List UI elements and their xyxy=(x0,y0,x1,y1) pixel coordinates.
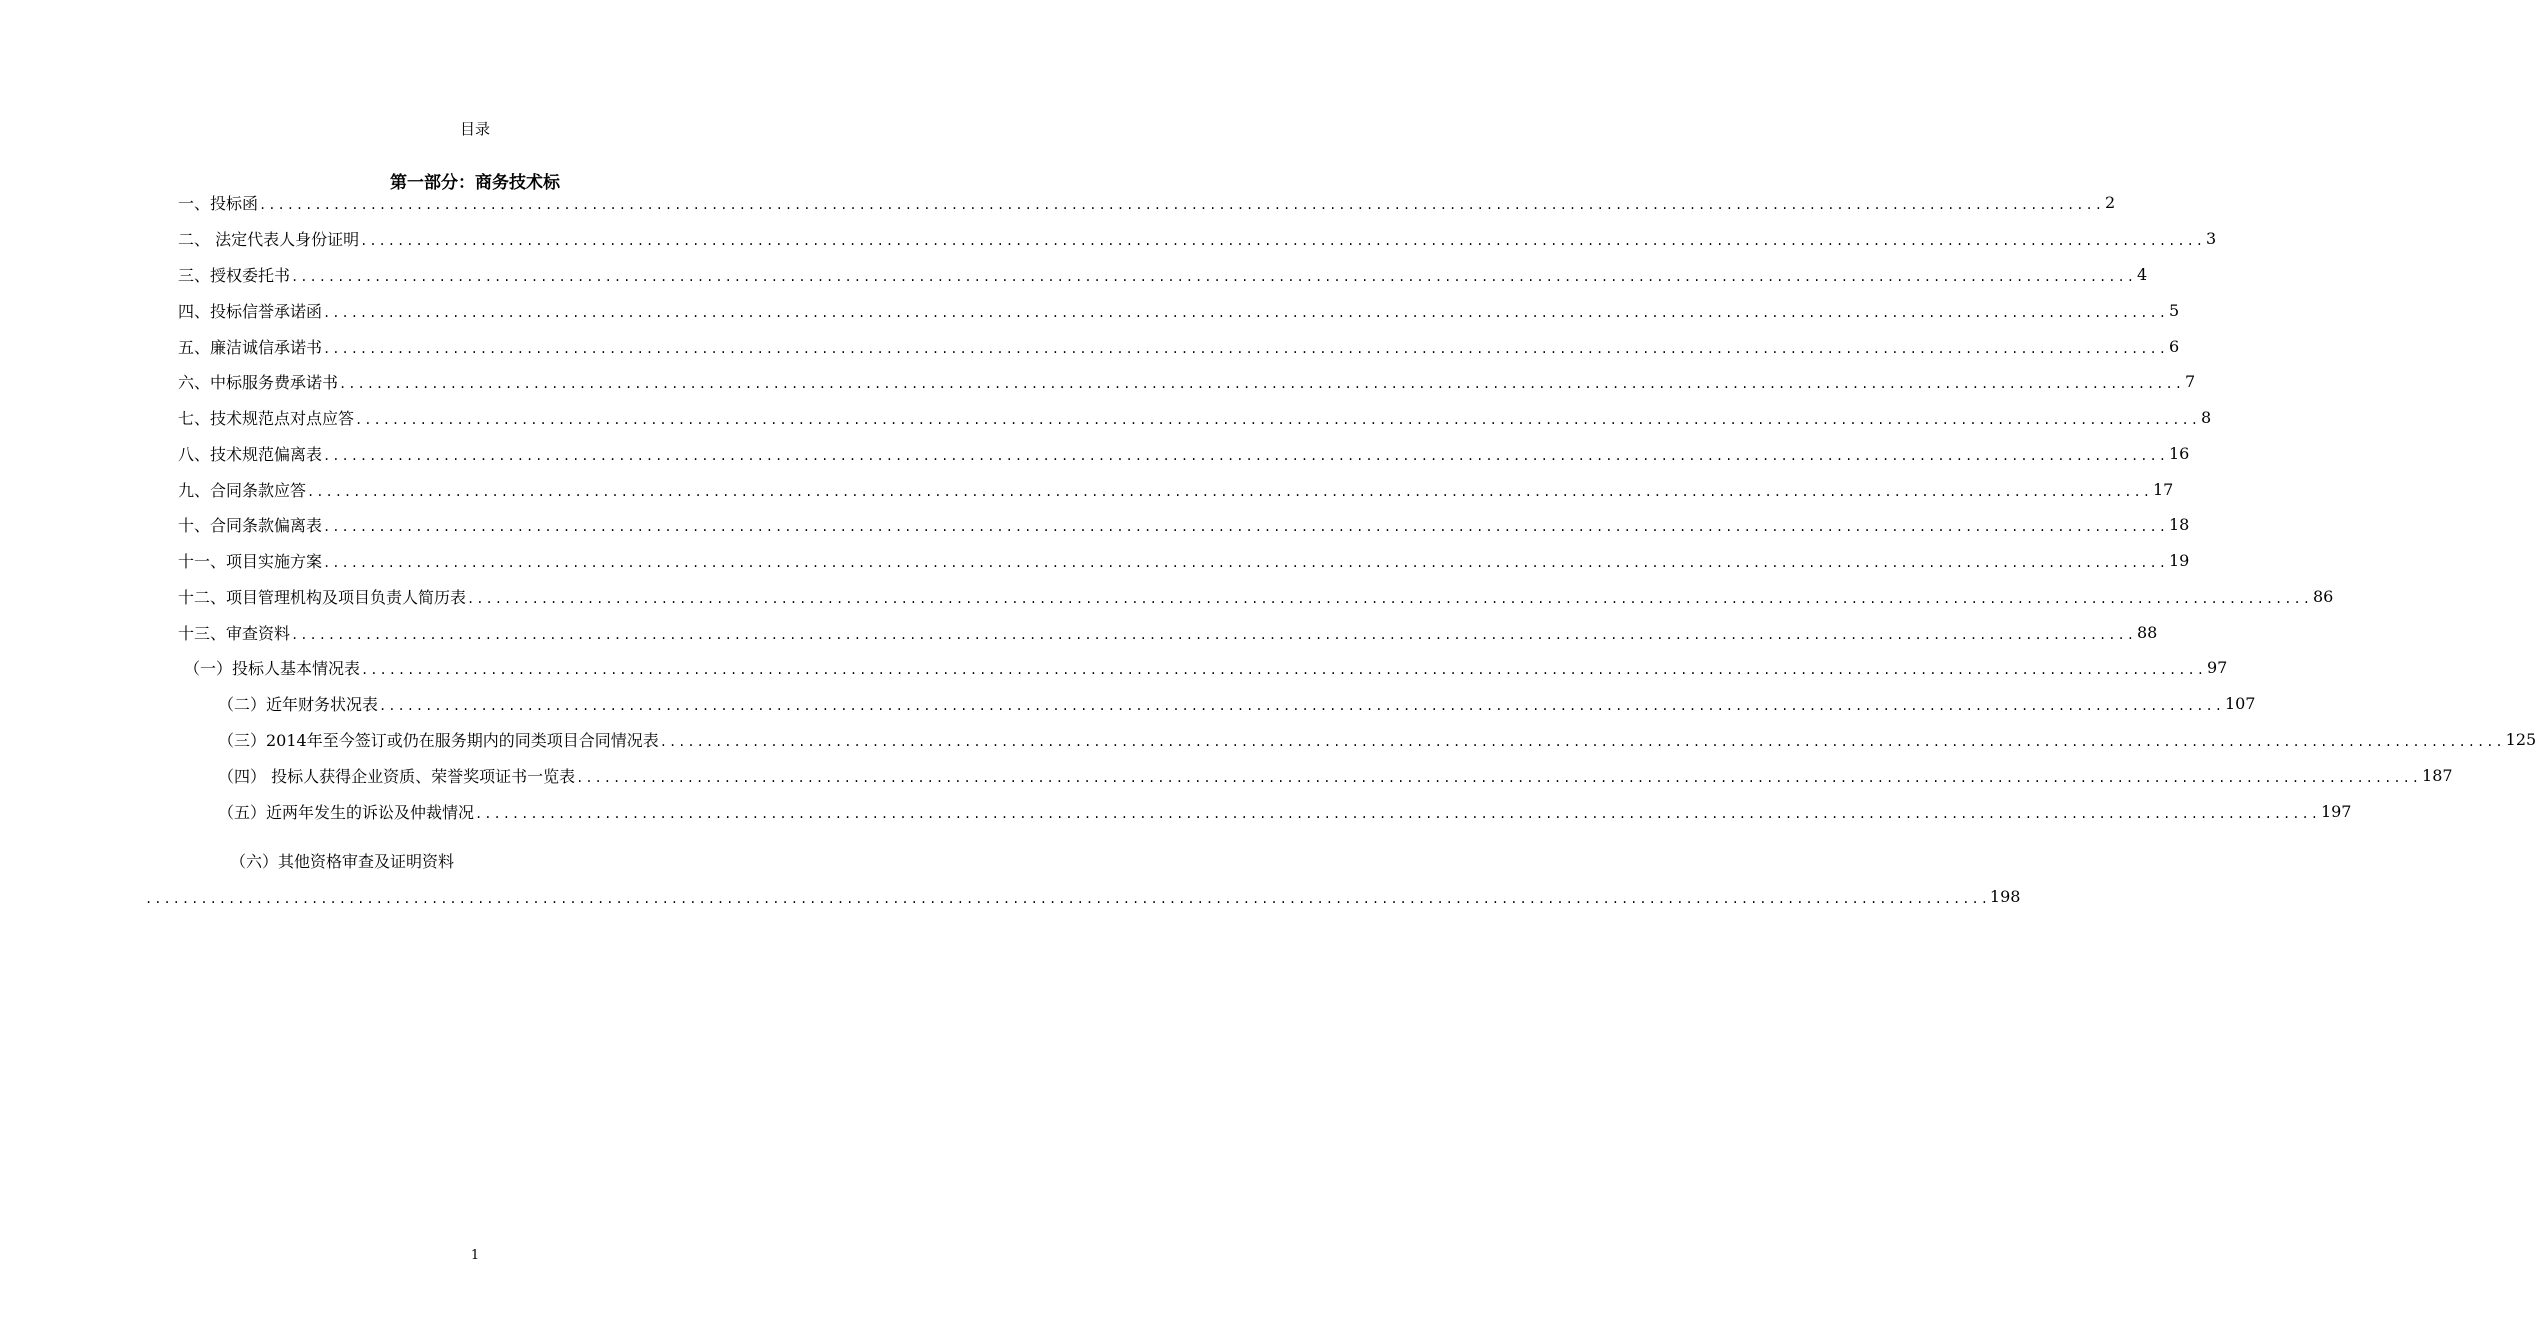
page-number-footer: 1 xyxy=(470,1248,480,1263)
toc-leader-dots: ........................................................................................................................................................................................................ xyxy=(145,892,1990,906)
toc-page-number: 7 xyxy=(2184,371,2196,391)
toc-page-number: 6 xyxy=(2168,336,2180,356)
toc-page-number: 197 xyxy=(2320,801,2352,821)
toc-entry[interactable] xyxy=(184,653,2228,681)
toc-leader-dots: ........................................................................................................................................................................................................ xyxy=(323,556,2168,570)
toc-page-number: 107 xyxy=(2224,693,2256,713)
toc-leader-dots: ........................................................................................................................................................................................................ xyxy=(291,628,2136,642)
toc-entry-label: 十二、项目管理机构及项目负责人简历表 xyxy=(178,587,467,607)
toc-entry-label: （四） 投标人获得企业资质、荣誉奖项证书一览表 xyxy=(218,766,576,786)
toc-page-number: 125 xyxy=(2505,729,2536,749)
toc-entry[interactable] xyxy=(178,367,2196,395)
toc-page-number: 16 xyxy=(2168,443,2190,463)
toc-entry[interactable] xyxy=(178,224,2217,252)
toc-leader-dots: ........................................................................................................................................................................................................ xyxy=(339,377,2184,391)
toc-entry-label: （二）近年财务状况表 xyxy=(218,694,379,714)
toc-entry[interactable] xyxy=(178,332,2180,360)
toc-entry-label: 八、技术规范偏离表 xyxy=(178,444,323,464)
toc-leader-dots: ........................................................................................................................................................................................................ xyxy=(467,592,2312,606)
toc-entry-label: 六、中标服务费承诺书 xyxy=(178,372,339,392)
toc-entry-wrapped[interactable] xyxy=(145,882,2021,910)
toc-leader-dots: ........................................................................................................................................................................................................ xyxy=(307,485,2152,499)
toc-page-number: 187 xyxy=(2422,765,2453,785)
toc-leader-dots: ........................................................................................................................................................................................................ xyxy=(379,699,2224,713)
toc-leader-dots: ........................................................................................................................................................................................................ xyxy=(360,234,2206,248)
toc-entry-label: 十一、项目实施方案 xyxy=(178,551,323,571)
part-title: 第一部分：商务技术标 xyxy=(390,173,560,193)
toc-page-number: 97 xyxy=(2206,657,2228,677)
toc-entry-label: （五）近两年发生的诉讼及仲裁情况 xyxy=(218,802,475,822)
toc-leader-dots: ........................................................................................................................................................................................................ xyxy=(291,270,2136,284)
toc-entry[interactable] xyxy=(218,725,2536,753)
toc-leader-dots: ........................................................................................................................................................................................................ xyxy=(323,342,2168,356)
toc-leader-dots: ........................................................................................................................................................................................................ xyxy=(323,520,2168,534)
toc-page-number: 8 xyxy=(2200,407,2212,427)
toc-leader-dots: ........................................................................................................................................................................................................ xyxy=(576,771,2422,785)
toc-entry[interactable] xyxy=(218,689,2256,717)
toc-entry[interactable] xyxy=(178,260,2148,288)
toc-entry-label: 十三、审查资料 xyxy=(178,623,291,643)
toc-entry-label: （三）2014年至今签订或仍在服务期内的同类项目合同情况表 xyxy=(218,730,659,750)
toc-leader-dots: ........................................................................................................................................................................................................ xyxy=(659,735,2505,749)
toc-leader-dots: ........................................................................................................................................................................................................ xyxy=(475,807,2320,821)
toc-leader-dots: ........................................................................................................................................................................................................ xyxy=(361,663,2206,677)
toc-leader-dots: ........................................................................................................................................................................................................ xyxy=(323,306,2168,320)
toc-page-number: 18 xyxy=(2168,514,2190,534)
toc-entry[interactable] xyxy=(178,188,2116,216)
toc-entry[interactable] xyxy=(178,439,2190,467)
toc-page-number: 86 xyxy=(2312,586,2334,606)
toc-leader-dots: ........................................................................................................................................................................................................ xyxy=(323,449,2168,463)
toc-entry-label: 四、投标信誉承诺函 xyxy=(178,301,323,321)
toc-entry-label: 七、技术规范点对点应答 xyxy=(178,408,355,428)
toc-entry[interactable] xyxy=(178,296,2180,324)
toc-entry[interactable] xyxy=(178,403,2212,431)
toc-page-number: 198 xyxy=(1989,886,2021,906)
toc-entry-label[interactable]: （六）其他资格审查及证明资料 xyxy=(230,851,455,871)
toc-entry-label: 九、合同条款应答 xyxy=(178,480,307,500)
toc-page-number: 19 xyxy=(2168,550,2190,570)
toc-page-number: 4 xyxy=(2136,264,2148,284)
toc-leader-dots: ........................................................................................................................................................................................................ xyxy=(355,413,2200,427)
toc-entry-label: 三、授权委托书 xyxy=(178,265,291,285)
toc-page-number: 3 xyxy=(2206,228,2217,248)
toc-page-number: 5 xyxy=(2168,300,2180,320)
toc-entry-label: 五、廉洁诚信承诺书 xyxy=(178,337,323,357)
toc-entry[interactable] xyxy=(178,618,2158,646)
toc-entry[interactable] xyxy=(178,546,2190,574)
toc-page-number: 88 xyxy=(2136,622,2158,642)
toc-page-number: 2 xyxy=(2104,192,2116,212)
toc-title: 目录 xyxy=(459,120,490,138)
toc-entry[interactable] xyxy=(178,510,2190,538)
toc-entry-label: （一）投标人基本情况表 xyxy=(184,658,361,678)
toc-entry[interactable] xyxy=(178,475,2174,503)
toc-entry-label: 十、合同条款偏离表 xyxy=(178,515,323,535)
toc-entry[interactable] xyxy=(218,797,2352,825)
toc-entry[interactable] xyxy=(218,761,2453,789)
toc-leader-dots: ........................................................................................................................................................................................................ xyxy=(259,198,2104,212)
toc-entry-label: 一、投标函 xyxy=(178,193,259,213)
toc-entry[interactable] xyxy=(178,582,2334,610)
toc-page-number: 17 xyxy=(2152,479,2174,499)
toc-entry-label: 二、 法定代表人身份证明 xyxy=(178,229,360,249)
